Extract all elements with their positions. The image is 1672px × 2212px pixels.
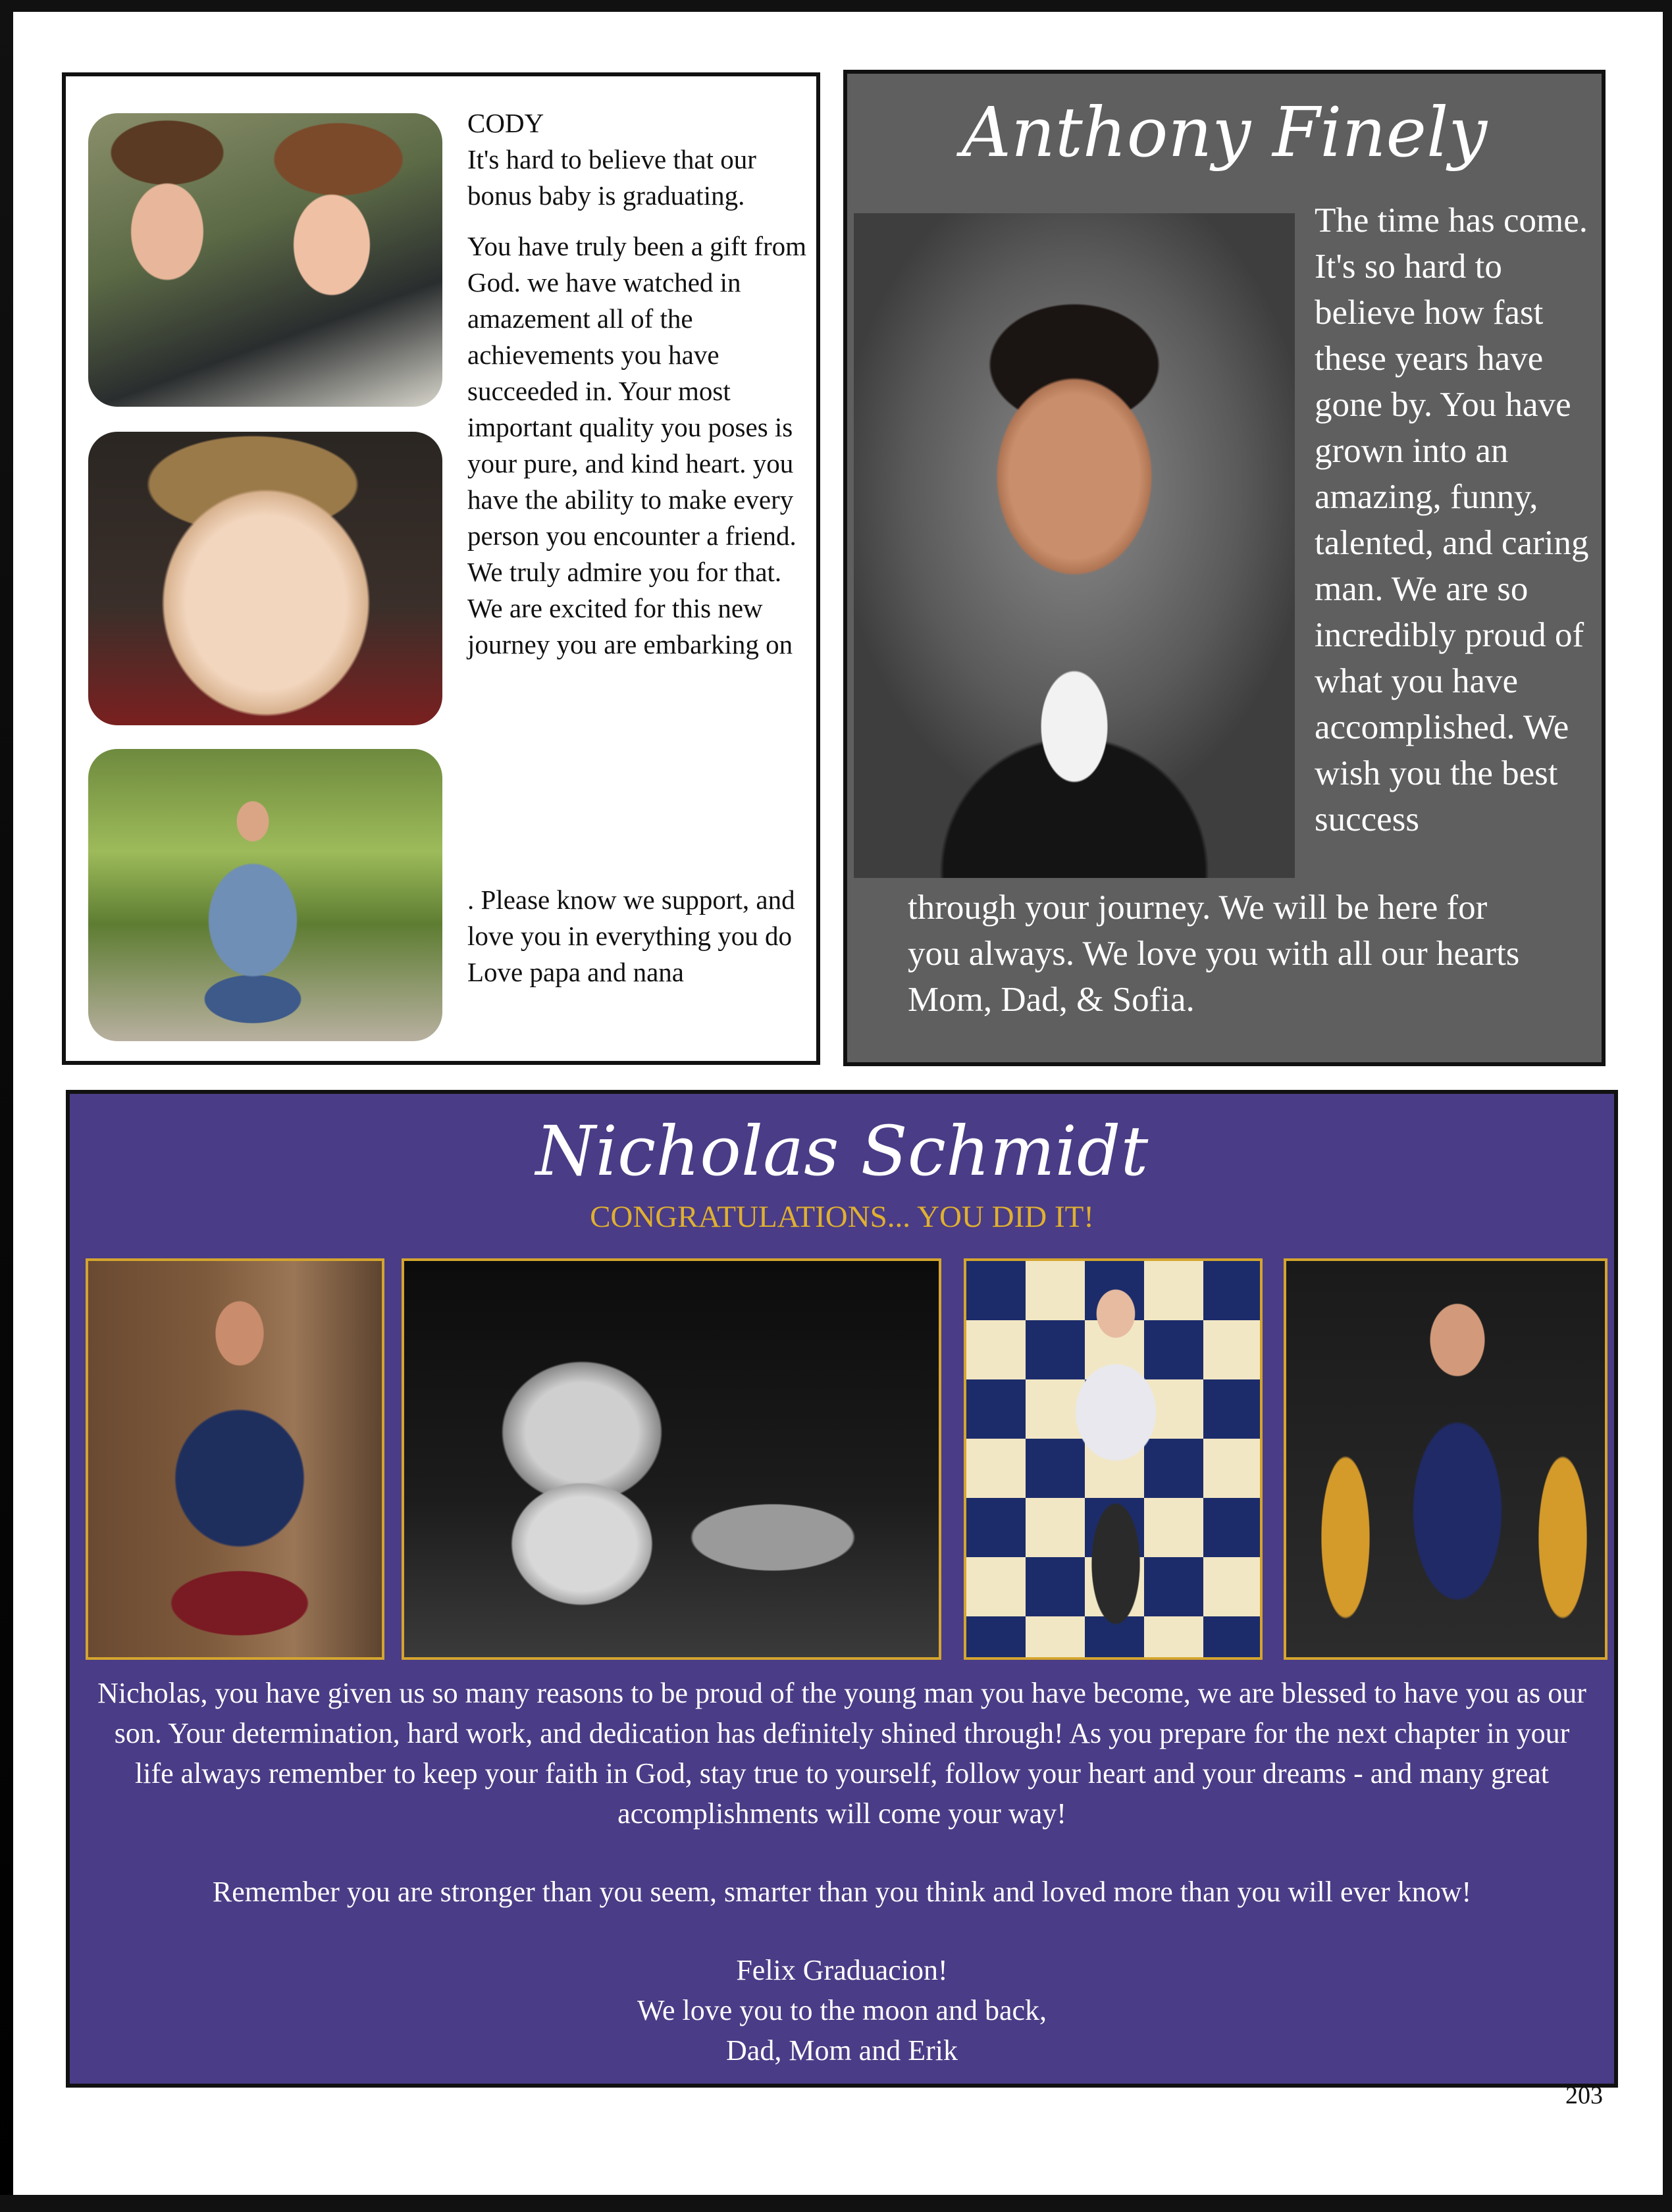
anthony-bottom-line-3: Mom, Dad, & Sofia.	[908, 981, 1195, 1019]
cody-senior-photo	[88, 749, 442, 1041]
scan-edge-bottom	[0, 2195, 1672, 2212]
anthony-tribute-box	[843, 70, 1606, 1066]
nicholas-closing-3: Dad, Mom and Erik	[726, 2034, 958, 2067]
scan-edge-right	[1663, 0, 1672, 2212]
anthony-senior-portrait	[854, 213, 1295, 878]
cody-heading: CODY	[467, 108, 544, 138]
nicholas-senior-photo-seated	[86, 1258, 384, 1660]
nicholas-name-heading: Nicholas Schmidt	[535, 1111, 1149, 1191]
nicholas-baby-photo-bw	[402, 1258, 941, 1660]
nicholas-closing-1: Felix Graduacion!	[736, 1954, 948, 1986]
cody-tribute-box	[62, 72, 820, 1065]
scan-edge-left	[0, 0, 13, 2212]
nicholas-letterman-jacket-photo	[1284, 1258, 1607, 1660]
anthony-message-side: The time has come. It's so hard to believe how fast these years have gone by. You have grown into an amazing, funny, talented, and caring man. We are so incredibly proud of what you have accomplished. We wish you the best success	[1315, 201, 1589, 838]
cody-paragraph-2: You have truly been a gift from God. we have watched in amazement all of the achievements you have succeeded in. Your most important quality you poses is your pure, and kind heart. you have the ability to make every person you encounter a friend. We truly admire you for that. We are excited for this new journey you are embarking on	[467, 231, 807, 659]
anthony-bottom-line-1: through your journey. We will be here for	[908, 888, 1488, 927]
cody-message	[467, 105, 810, 987]
nicholas-closing-2: We love you to the moon and back,	[637, 1994, 1047, 2026]
nicholas-paragraph-2: Remember you are stronger than you seem, smarter than you think and loved more than you will ever know!	[212, 1876, 1472, 1908]
anthony-name-heading: Anthony Finely	[961, 92, 1488, 172]
nicholas-child-photo-checkered-floor	[964, 1258, 1263, 1660]
anthony-message-bottom	[908, 885, 1599, 1023]
nicholas-congratulations: CONGRATULATIONS... YOU DID IT!	[590, 1200, 1094, 1234]
nicholas-paragraph-1: Nicholas, you have given us so many reasons to be proud of the young man you have become, we are blessed to have you as our son. Your determination, hard work, and dedication has definitely shined through! As you prepare for the next chapter in your life always remember to keep your faith in God, stay true to yourself, follow your heart and your dreams - and many great accomplishments will come your way!	[97, 1677, 1586, 1830]
cody-paragraph-1: It's hard to believe that our bonus baby is graduating.	[467, 144, 756, 211]
page-number: 203	[1565, 2082, 1603, 2109]
cody-childhood-photo-siblings	[88, 113, 442, 407]
cody-paragraph-3: . Please know we support, and love you in everything you do	[467, 885, 795, 951]
nicholas-tribute-box	[66, 1090, 1618, 2088]
cody-signoff: Love papa and nana	[467, 957, 684, 987]
nicholas-message	[96, 1673, 1588, 2071]
scan-edge-top	[0, 0, 1672, 12]
cody-baby-photo	[88, 432, 442, 725]
anthony-bottom-line-2: you always. We love you with all our hearts	[908, 935, 1520, 973]
